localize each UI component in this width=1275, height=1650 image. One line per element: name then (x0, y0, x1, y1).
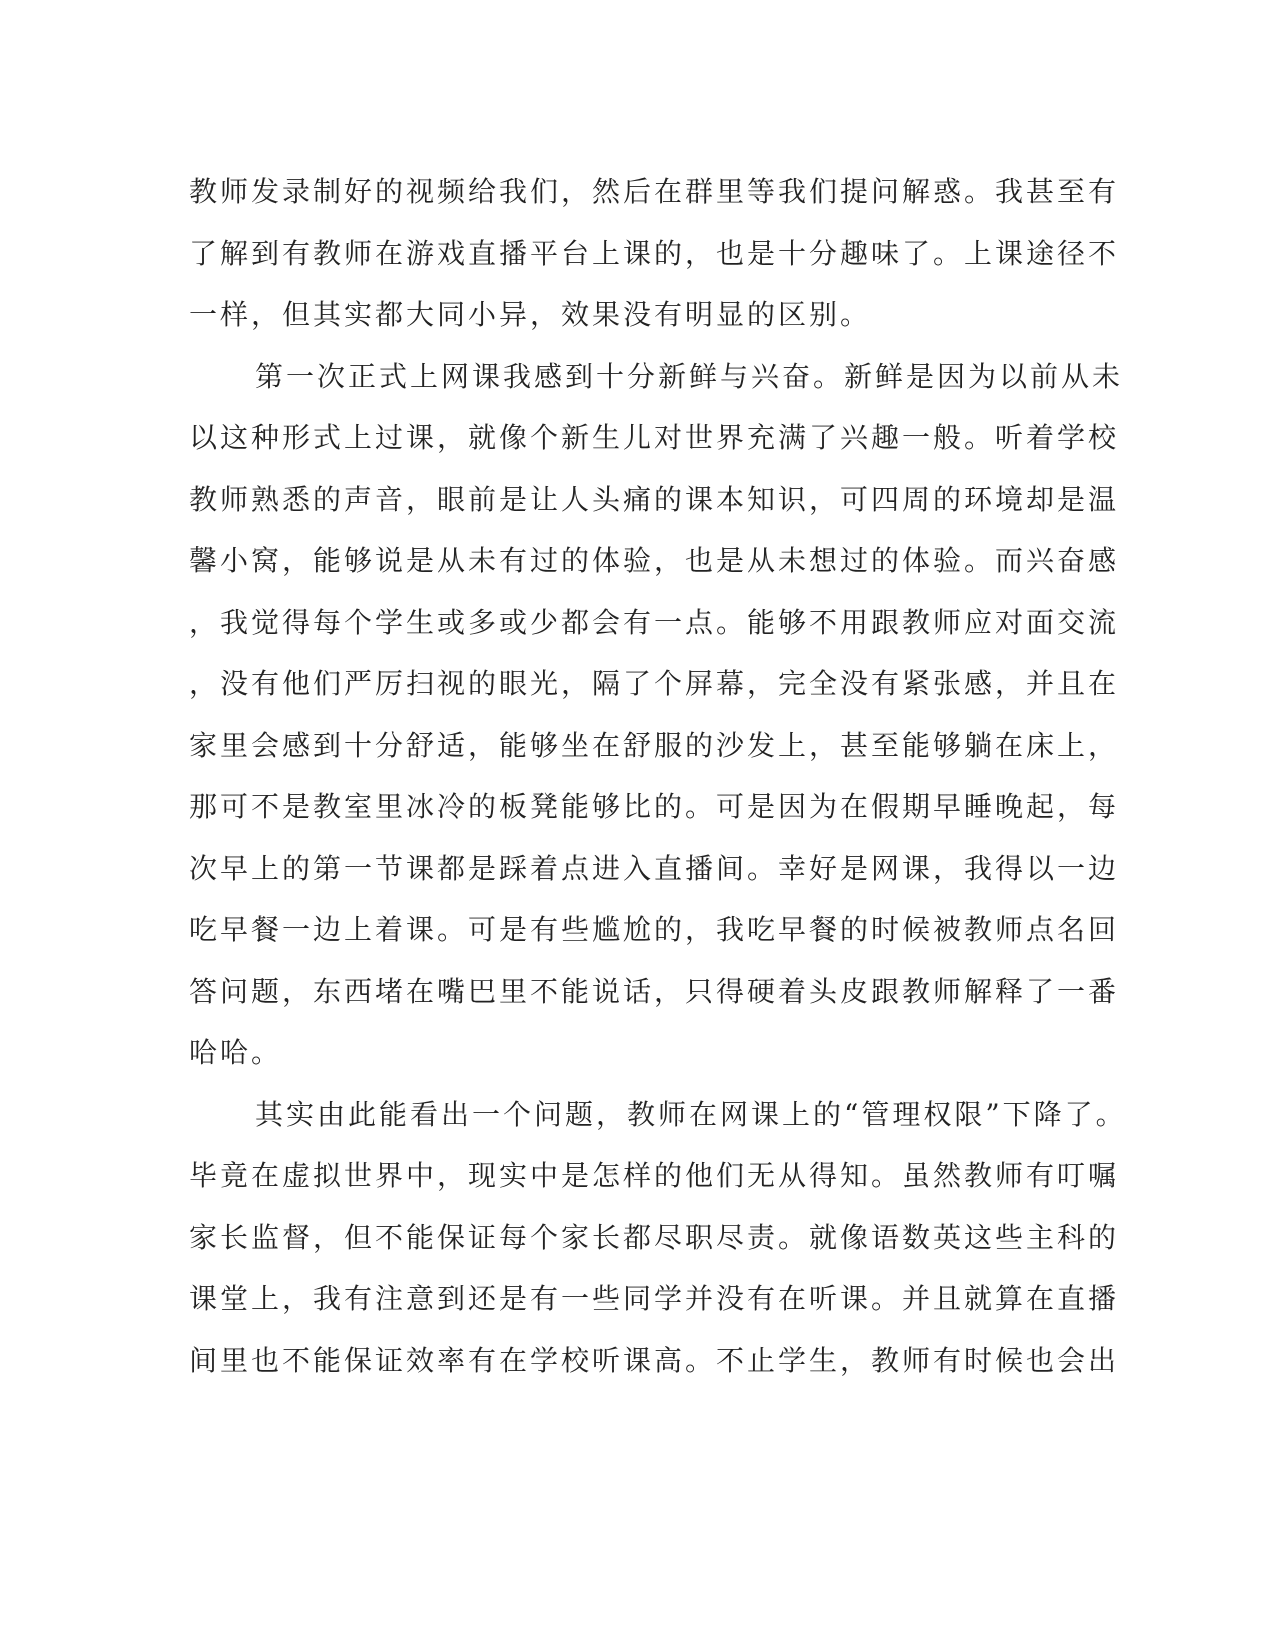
text-line: 毕竟在虚拟世界中，现实中是怎样的他们无从得知。虽然教师有叮嘱 (189, 1159, 1120, 1192)
text-line: 吃早餐一边上着课。可是有些尴尬的，我吃早餐的时候被教师点名回 (189, 913, 1120, 946)
text-line: 次早上的第一节课都是踩着点进入直播间。幸好是网课，我得以一边 (189, 851, 1120, 885)
text-line: 答问题，东西堵在嘴巴里不能说话，只得硬着头皮跟教师解释了一番 (189, 974, 1120, 1008)
text-line: 了解到有教师在游戏直播平台上课的，也是十分趣味了。上课途径不 (189, 236, 1120, 270)
text-line: ，没有他们严厉扫视的眼光，隔了个屏幕，完全没有紧张感，并且在 (189, 667, 1120, 700)
text-line: 那可不是教室里冰冷的板凳能够比的。可是因为在假期早睡晚起，每 (189, 790, 1120, 823)
text-line: 家里会感到十分舒适，能够坐在舒服的沙发上，甚至能够躺在床上， (189, 728, 1120, 762)
text-line: ，我觉得每个学生或多或少都会有一点。能够不用跟教师应对面交流 (189, 605, 1120, 639)
text-line: 课堂上，我有注意到还是有一些同学并没有在听课。并且就算在直播 (189, 1282, 1120, 1315)
paragraph-2 (189, 346, 1124, 1084)
text-line: 教师发录制好的视频给我们，然后在群里等我们提问解惑。我甚至有 (189, 175, 1120, 208)
text-line-first: 第一次正式上网课我感到十分新鲜与兴奋。新鲜是因为以前从未 (255, 359, 1124, 393)
text-line: 以这种形式上过课，就像个新生儿对世界充满了兴趣一般。听着学校 (189, 421, 1120, 454)
text-line: 间里也不能保证效率有在学校听课高。不止学生，教师有时候也会出 (189, 1343, 1120, 1377)
body-text (189, 161, 1127, 1391)
text-line: 教师熟悉的声音，眼前是让人头痛的课本知识，可四周的环境却是温 (189, 482, 1120, 516)
text-line: 一样，但其实都大同小异，效果没有明显的区别。 (189, 298, 872, 331)
text-line-first: 其实由此能看出一个问题，教师在网课上的“管理权限”下降了。 (255, 1097, 1127, 1131)
paragraph-1 (189, 161, 1120, 346)
text-line: 馨小窝，能够说是从未有过的体验，也是从未想过的体验。而兴奋感 (189, 544, 1120, 577)
text-line: 哈哈。 (189, 1036, 283, 1069)
text-line: 家长监督，但不能保证每个家长都尽职尽责。就像语数英这些主科的 (189, 1220, 1120, 1254)
paragraph-3 (189, 1084, 1127, 1392)
